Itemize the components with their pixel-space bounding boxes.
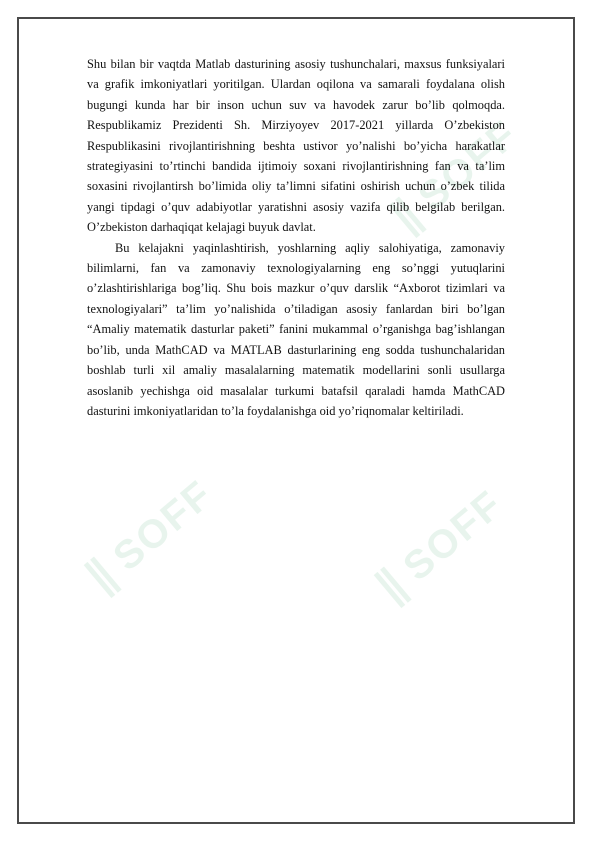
paragraph-future: Bu kelajakni yaqinlashtirish, yoshlarning aqliy salohiyatiga, zamonaviy bilimlarni, fan va zamonaviy texnologiyalarning eng so’nggi yutuqlarini o’zlashtirishlariga bog’liq. Shu bois mazkur o’quv darslik “Axborot tizimlari va texnologiyalari” ta’lim yo’nalishida o’tiladigan asosiy fanlardan biri bo’lgan “Amaliy matematik dasturlar paketi” fanini mukammal o’rganishga bag’ishlangan bo’lib, unda MathCAD va MATLAB dasturlarining eng sodda tushunchalaridan boshlab turli xil amaliy masalalarning matematik modellarini sonli usullarga asoslanib yechishga oid masalalar turkumi batafsil qaraladi hamda MathCAD dasturini imkoniyatlaridan to’la foydalanishga oid yo’riqnomalar keltiriladi. xyxy=(87,240,505,418)
paragraph-intro: Shu bilan bir vaqtda Matlab dasturining asosiy tushunchalari, maxsus funksiyalari va grafik imkoniyatlari yoritilgan. Ulardan oqilona va samarali foydalana olish bugungi kunda har bir inson uchun suv va havodek zarur bo’lib qolmoqda. Respublikamiz Prezidenti Sh. Mirziyoyev 2017-2021 yillarda O’zbekiston Respublikasini rivojlantirishning beshta ustivor yo’nalishi bo’yicha harakatlar strategiyasini to’rtinchi bandida ijtimoiy soxani rivojlantirishning fan va ta’lim soxasini rivojlantirsh bo’limida oliy ta’limni sifatini oshirish uchun o’zbek tilida yangi tipdagi o’quv adabiyotlar yaratishni asosiy vazifa qilib belgilab berilgan. O’zbekiston darhaqiqat kelajagi buyuk davlat. xyxy=(87,57,505,235)
document-body xyxy=(87,54,505,421)
